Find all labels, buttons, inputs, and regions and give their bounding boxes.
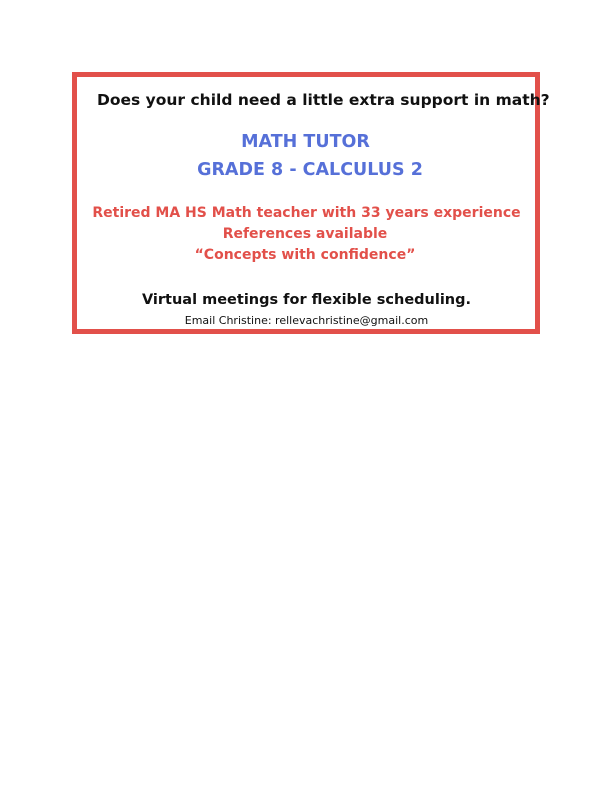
- scheduling-note: Virtual meetings for flexible scheduling.: [141, 292, 472, 308]
- flyer-subtitle-grade-range: GRADE 8 - CALCULUS 2: [197, 160, 423, 180]
- tutor-flyer: [72, 72, 550, 334]
- flyer-headline: Does your child need a little extra support in math?: [97, 91, 550, 109]
- slogan: “Concepts with confidence”: [194, 247, 416, 263]
- references-note: References available: [222, 226, 388, 242]
- flyer-title: MATH TUTOR: [241, 132, 370, 152]
- tutor-credentials: Retired MA HS Math teacher with 33 years experience: [92, 205, 521, 221]
- contact-email: Email Christine: rellevachristine@gmail.com: [184, 314, 429, 327]
